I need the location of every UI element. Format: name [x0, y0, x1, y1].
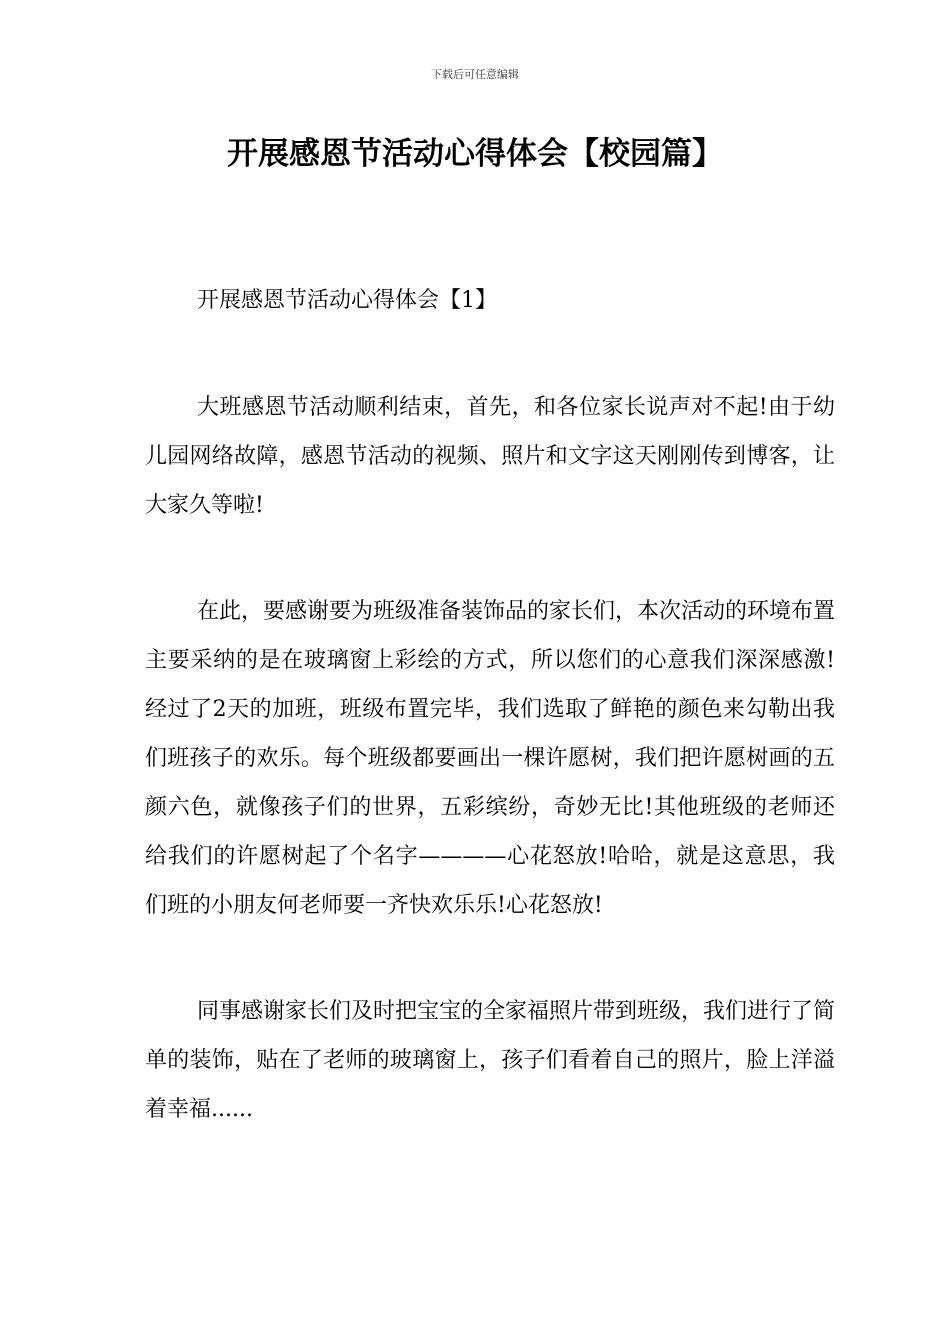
- paragraph-2: 在此，要感谢要为班级准备装饰品的家长们，本次活动的环境布置主要采纳的是在玻璃窗上彩绘的方式，所以您们的心意我们深深感激!经过了2天的加班，班级布置完毕，我们选取了鲜艳的颜色来勾勒出我们班孩子的欢乐。每个班级都要画出一棵许愿树，我们把许愿树画的五颜六色，就像孩子们的世界，五彩缤纷，奇妙无比!其他班级的老师还给我们的许愿树起了个名字————心花怒放!哈哈，就是这意思，我们班的小朋友何老师要一齐快欢乐乐!心花怒放!: [145, 599, 836, 918]
- section-heading: 开展感恩节活动心得体会【1】: [197, 288, 497, 313]
- document-title: 开展感恩节活动心得体会【校园篇】: [227, 136, 723, 172]
- paragraph-3: 同事感谢家长们及时把宝宝的全家福照片带到班级，我们进行了简单的装饰，贴在了老师的玻璃窗上，孩子们看着自己的照片，脸上洋溢着幸福......: [145, 999, 836, 1122]
- document-body: [145, 277, 835, 1191]
- paragraph-1: 大班感恩节活动顺利结束，首先，和各位家长说声对不起!由于幼儿园网络故障，感恩节活动的视频、照片和文字这天刚刚传到博客，让大家久等啦!: [145, 395, 835, 518]
- header-note: 下载后可任意编辑: [431, 68, 519, 81]
